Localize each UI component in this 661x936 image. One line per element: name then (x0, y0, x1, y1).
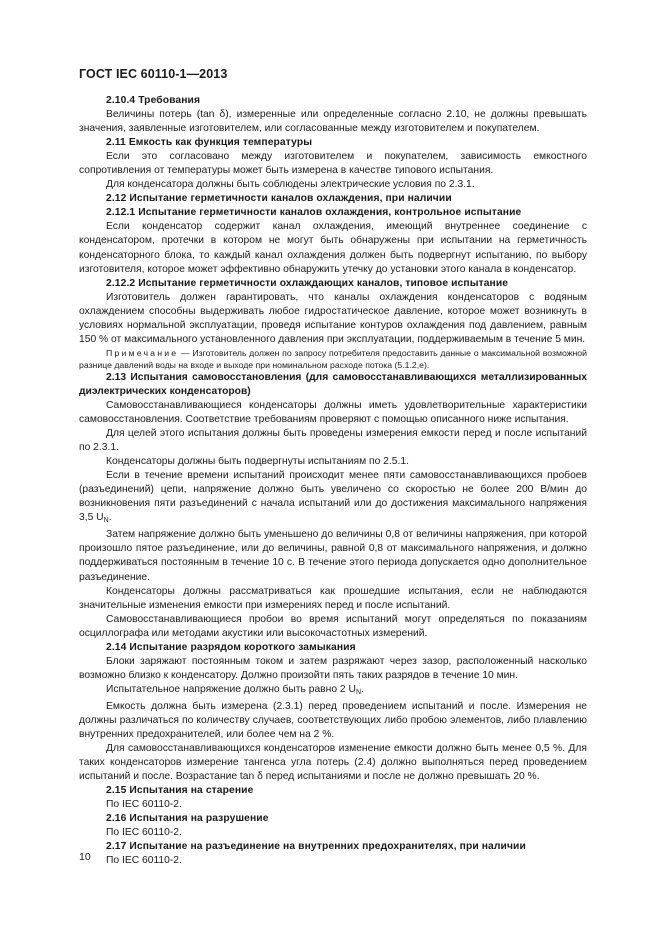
paragraph: Изготовитель должен гарантировать, что каналы охлаждения конденсаторов с водяным охлаждением способны выдерживать любое гидростатическое давление, которое может возникнуть в условиях нормальной эксплуатации, проведя испытание контуров охлаждения под давлением, равным 150 % от максимального установленного давления при эксплуатации, поддерживаемым в течение 5 мин. (79, 291, 587, 345)
paragraph-text: Испытательное напряжение должно быть равно 2 U (106, 683, 356, 695)
note (79, 347, 587, 371)
section-heading: 2.14 Испытание разрядом короткого замыкания (106, 641, 356, 653)
paragraph: Для целей этого испытания должны быть проведены измерения емкости перед и после испытаний по 2.3.1. (79, 428, 587, 454)
paragraph-text: Если в течение времени испытаний происходит менее пяти самовосстанавливающихся пробоев (разъединений) цепи, напряжение должно быть увеличено со скоростью не более 200 В/мин до возникновения пяти разъединений с начала испытаний или до достижения максимального напряжения 3,5 U (79, 470, 587, 524)
section-heading: 2.12.2 Испытание герметичности охлаждающих каналов, типовое испытание (106, 277, 509, 289)
paragraph-tail: . (108, 512, 112, 524)
paragraph: Конденсаторы должны рассматриваться как прошедшие испытания, если не наблюдаются значительные изменения емкости при измерениях перед и после испытаний. (79, 585, 587, 611)
paragraph: Самовосстанавливающиеся конденсаторы должны иметь удовлетворительные характеристики самовосстановления. Соответствие требованиям проверяют с помощью описанного ниже испытания. (79, 399, 587, 425)
section-heading: 2.17 Испытание на разъединение на внутренних предохранителях, при наличии (106, 841, 526, 853)
paragraph: По IEC 60110-2. (106, 799, 182, 811)
paragraph (79, 683, 587, 700)
paragraph: Для самовосстанавливающихся конденсаторов изменение емкости должно быть менее 0,5 %. Для таких конденсаторов измерение тангенса угла потерь (2.4) должно выполняться перед проведением испытаний и после. Возрастание tan δ перед испытаниями и после не должно превышать 20 %. (79, 743, 587, 783)
section-heading: 2.13 Испытания самовосстановления (для самовосстанавливающихся металлизированных диэлектрических конденсаторов) (79, 371, 587, 397)
paragraph (79, 469, 587, 528)
note-text: — Изготовитель должен по запросу потребителя предоставить данные о максимальной возможной разнице давлений воды на входе и выходе при номинальном расходе потока (5.1.2,е). (79, 347, 587, 370)
section-heading: 2.12 Испытание герметичности каналов охлаждения, при наличии (106, 193, 452, 205)
section-heading: 2.10.4 Требования (106, 95, 201, 106)
section-heading: 2.12.1 Испытание герметичности каналов охлаждения, контрольное испытание (106, 207, 522, 219)
paragraph: Затем напряжение должно быть уменьшено до величины 0,8 от величины напряжения, при которой произошло пятое разъединение, или до величины, равной 0,8 от максимального напряжения, и должно поддерживаться постоянным в течение 10 с. В течение этого периода допускается одно дополнительное разъединение. (79, 529, 587, 583)
paragraph: По IEC 60110-2. (106, 827, 182, 839)
section-heading: 2.16 Испытания на разрушение (106, 813, 269, 825)
note-label: Примечание (106, 347, 179, 358)
subscript: N (355, 688, 362, 696)
section-heading: 2.11 Емкость как функция температуры (106, 137, 313, 149)
section-heading: 2.15 Испытания на старение (106, 785, 254, 797)
paragraph: Для конденсатора должны быть соблюдены электрические условия по 2.3.1. (106, 179, 475, 191)
subscript: N (103, 517, 109, 525)
paragraph: Конденсаторы должны быть подвергнуты испытаниям по 2.5.1. (106, 456, 409, 468)
paragraph: Емкость должна быть измерена (2.3.1) перед проведением испытаний и после. Измерения не должны различаться по количеству случаев, соответствующих либо пробою элементов, либо плавлению внутренних предохранителей, или более чем на 2 %. (79, 700, 587, 741)
paragraph: По IEC 60110-2. (106, 855, 182, 867)
paragraph: Блоки заряжают постоянным током и затем разряжают через зазор, расположенный насколько возможно близко к конденсатору. Должно произойти пять таких разрядов в течение 10 мин. (79, 655, 587, 681)
document-body (79, 94, 587, 868)
paragraph-tail: . (361, 683, 364, 695)
paragraph: Если это согласовано между изготовителем и покупателем, зависимость емкостного сопротивления от температуры может быть измерена в качестве типового испытания. (79, 151, 587, 177)
paragraph: Если конденсатор содержит канал охлаждения, имеющий внутреннее соединение с конденсатором, протечки в котором не могут быть обнаружены при испытании на герметичность конденсаторного блока, то каждый канал охлаждения должен быть подвергнут испытанию, по выбору изготовителя, которое может эффективно обнаружить утечку до установки этого канала в конденсатор. (79, 221, 587, 275)
page-number: 10 (79, 851, 91, 863)
paragraph: Самовосстанавливающиеся пробои во время испытаний могут определяться по показаниям осциллографа или методами акустики или высокочастотных измерений. (79, 613, 587, 639)
paragraph: Величины потерь (tan δ), измеренные или определенные согласно 2.10, не должны превышать значения, заявленные изготовителем, или согласованные между изготовителем и покупателем. (79, 109, 587, 135)
document-header: ГОСТ IEC 60110-1—2013 (79, 67, 228, 81)
